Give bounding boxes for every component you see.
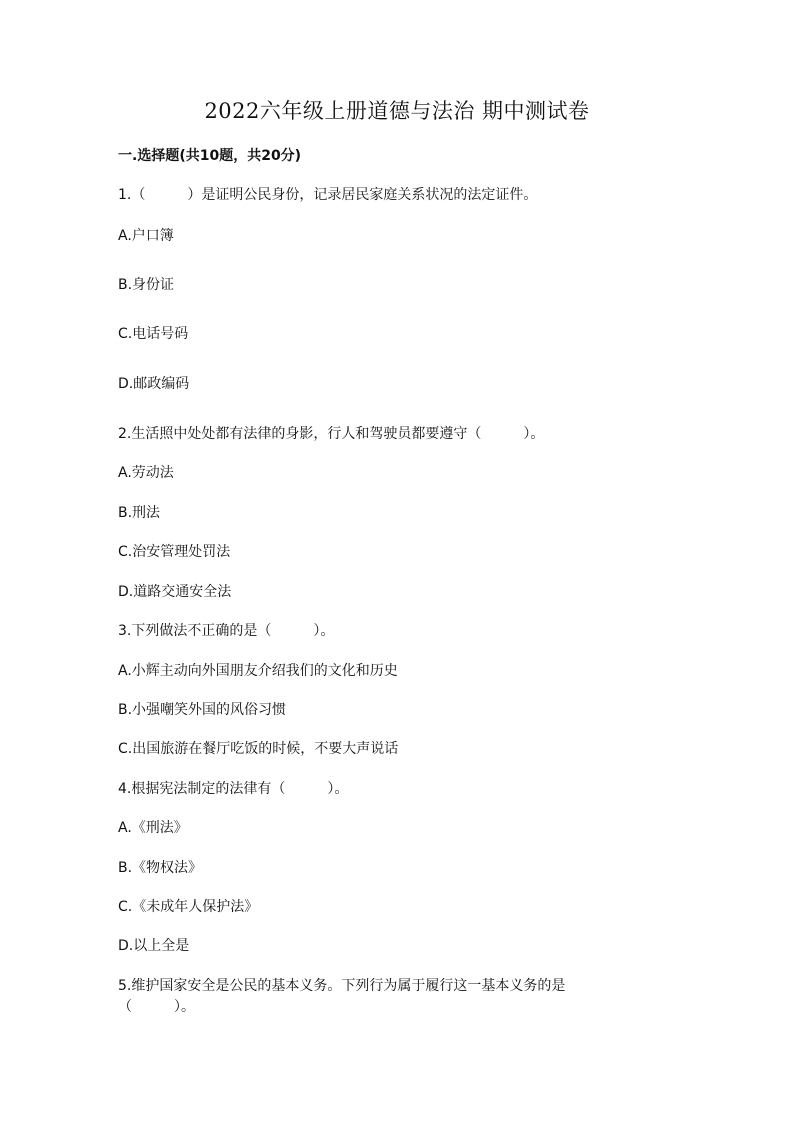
question-3-option-b: B.小强嘲笑外国的风俗习惯 [118,702,287,718]
question-1-stem: 1.（ ）是证明公民身份，记录居民家庭关系状况的法定证件。 [118,187,538,203]
question-2-option-b: B.刑法 [118,505,161,521]
question-2-stem: 2.生活照中处处都有法律的身影，行人和驾驶员都要遵守（ ）。 [118,426,545,442]
question-3-option-c: C.出国旅游在餐厅吃饭的时候，不要大声说话 [118,741,399,757]
question-1-option-d: D.邮政编码 [118,376,190,392]
question-5-stem-continued: （ ）。 [118,999,195,1015]
question-4-option-a: A.《刑法》 [118,820,188,836]
question-3-stem: 3.下列做法不正确的是（ ）。 [118,623,335,639]
question-2-option-d: D.道路交通安全法 [118,584,232,600]
question-4-option-c: C.《未成年人保护法》 [118,899,259,915]
question-3-option-a: A.小辉主动向外国朋友介绍我们的文化和历史 [118,663,398,679]
question-2-option-a: A.劳动法 [118,465,174,481]
question-1-option-b: B.身份证 [118,277,175,293]
question-4-option-b: B.《物权法》 [118,860,203,876]
question-1-option-c: C.电话号码 [118,326,189,342]
question-2-option-c: C.治安管理处罚法 [118,544,231,560]
exam-title: 2022六年级上册道德与法治 期中测试卷 [204,99,590,123]
section-heading: 一.选择题(共10题，共20分) [118,148,302,164]
question-4-option-d: D.以上全是 [118,938,190,954]
question-1-option-a: A.户口簿 [118,228,174,244]
question-5-stem: 5.维护国家安全是公民的基本义务。下列行为属于履行这一基本义务的是 [118,978,566,994]
question-4-stem: 4.根据宪法制定的法律有（ ）。 [118,781,349,797]
